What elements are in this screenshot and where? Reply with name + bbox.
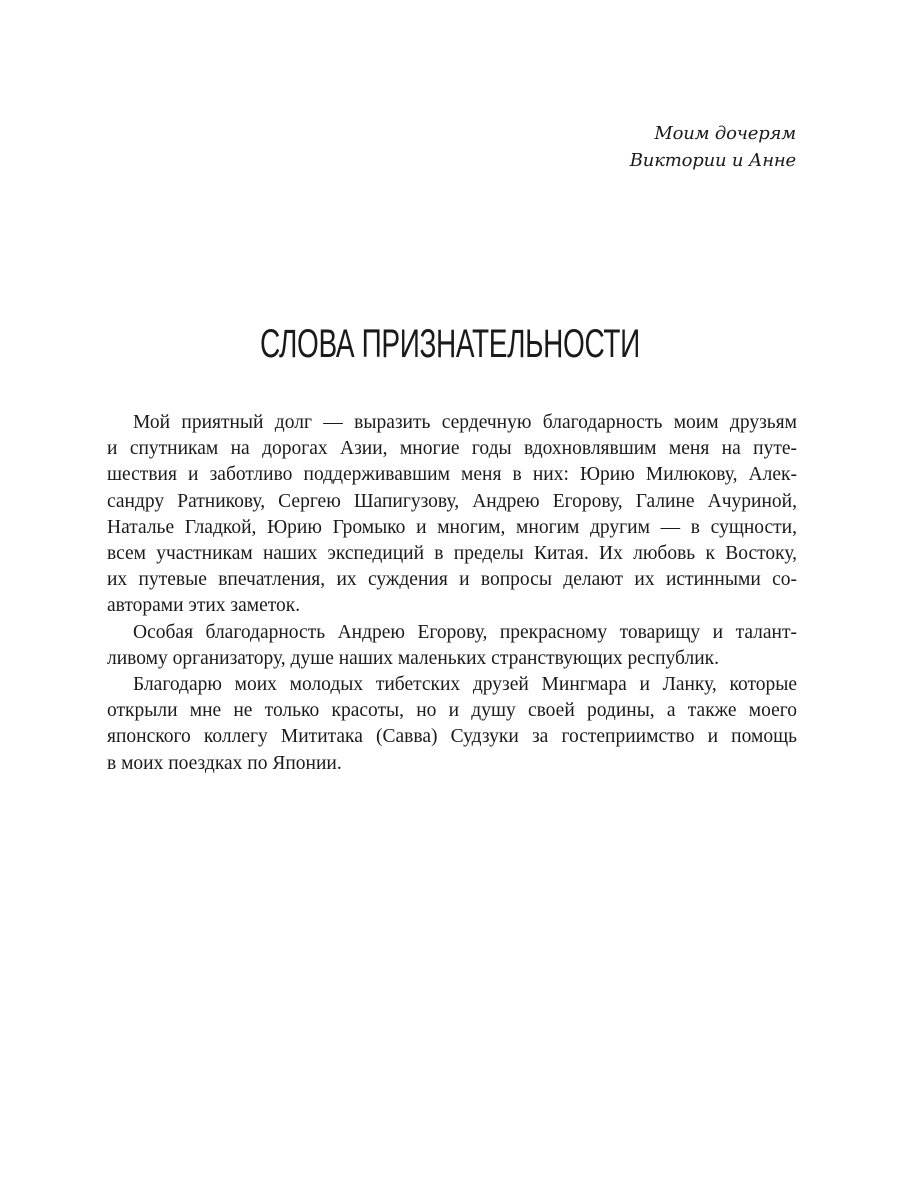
text-line: японского коллегу Мититака (Савва) Судзуки за гостеприимство и помощь xyxy=(107,726,797,748)
dedication-line: Моим дочерям xyxy=(654,123,796,144)
text-line: сандру Ратникову, Сергею Шапигузову, Андрею Егорову, Галине Ачуриной, xyxy=(107,490,797,512)
dedication xyxy=(630,120,796,174)
paragraph xyxy=(107,410,797,620)
paragraph xyxy=(107,672,797,777)
paragraph xyxy=(107,620,797,672)
text-line: Наталье Гладкой, Юрию Громыко и многим, многим другим — в сущности, xyxy=(107,516,797,538)
text-line: Мой приятный долг — выразить сердечную благодарность моим друзьям xyxy=(133,412,797,433)
text-line: шествия и заботливо поддерживавшим меня в них: Юрию Милюкову, Алек- xyxy=(107,464,797,486)
acknowledgements-text xyxy=(107,410,797,777)
text-line: Особая благодарность Андрею Егорову, прекрасному товарищу и талант- xyxy=(133,621,797,643)
text-line: всем участникам наших экспедиций в пределы Китая. Их любовь к Востоку, xyxy=(107,543,797,565)
page-title: СЛОВА ПРИЗНАТЕЛЬНОСТИ xyxy=(260,322,640,366)
text-line: открыли мне не только красоты, но и душу своей родины, а также моего xyxy=(107,700,797,722)
text-line: в моих поездках по Японии. xyxy=(107,752,342,774)
text-line: ливому организатору, душе наших маленьких странствующих республик. xyxy=(107,647,719,669)
text-line: Благодарю моих молодых тибетских друзей Мингмара и Ланку, которые xyxy=(133,674,797,696)
dedication-line: Виктории и Анне xyxy=(629,150,796,171)
text-line: и спутникам на дорогах Азии, многие годы вдохновлявшим меня на путе- xyxy=(107,438,797,460)
text-line: их путевые впечатления, их суждения и вопросы делают их истинными со- xyxy=(107,569,797,591)
text-line: авторами этих заметок. xyxy=(107,595,301,617)
